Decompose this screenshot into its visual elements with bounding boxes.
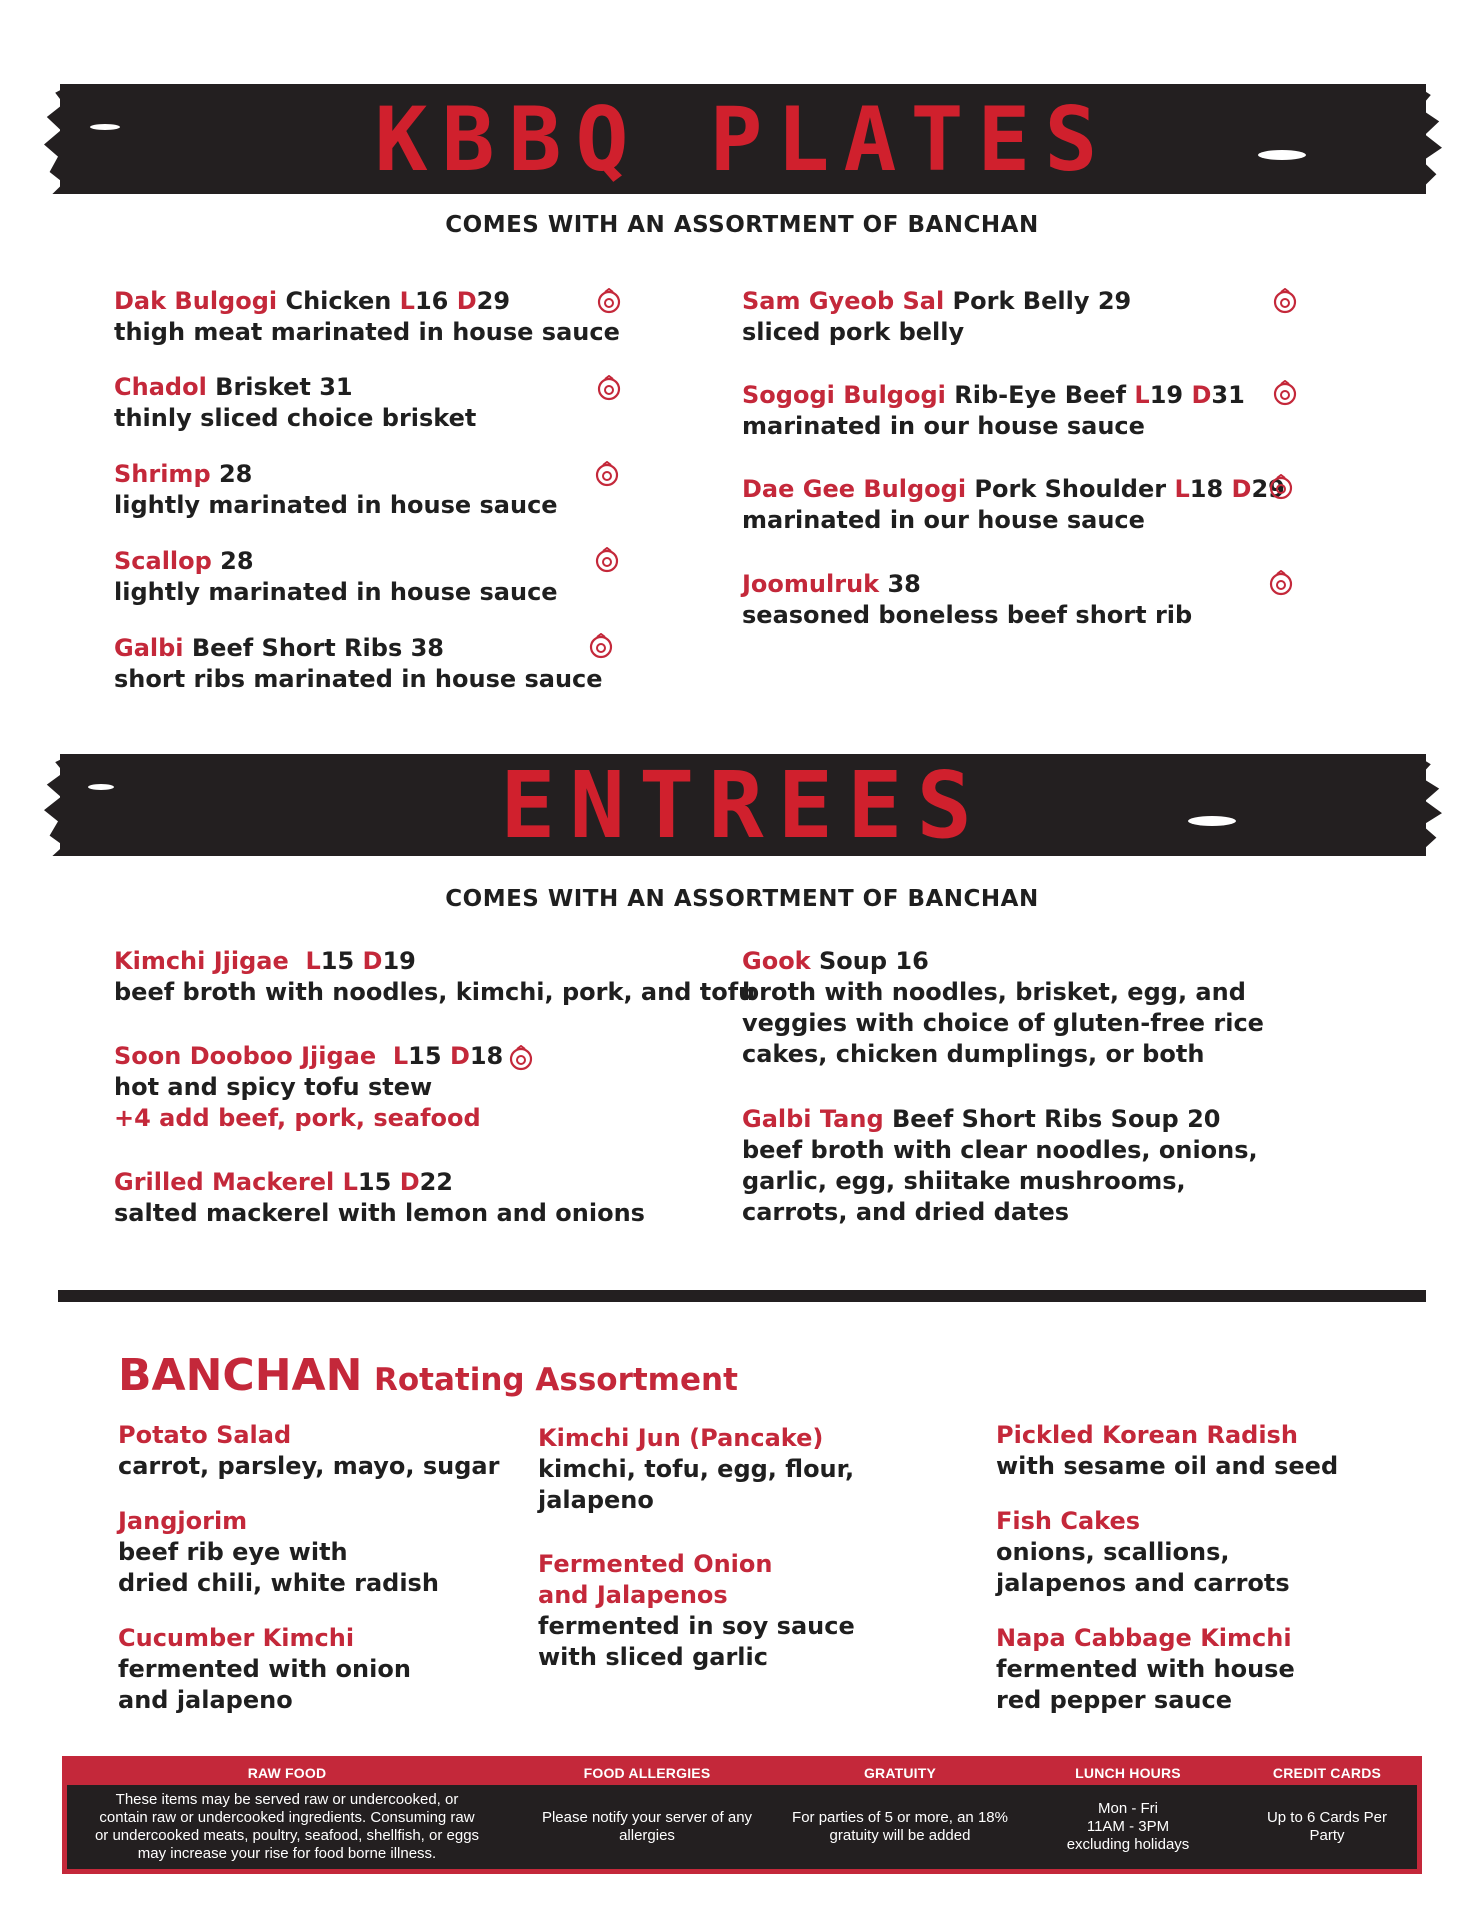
banchan-cucumber-kimchi: Cucumber Kimchi fermented with onion and jalapeno bbox=[118, 1624, 411, 1714]
chili-swirl-icon bbox=[594, 461, 620, 487]
info-footer bbox=[62, 1756, 1422, 1874]
add-protein-note: +4 add beef, pork, seafood bbox=[114, 1104, 481, 1132]
banchan-kimchi-jun: Kimchi Jun (Pancake) kimchi, tofu, egg, flour, jalapeno bbox=[538, 1424, 855, 1514]
kbbq-item-sam-gyeob-sal: Sam Gyeob Sal Pork Belly 29 sliced pork belly bbox=[742, 287, 1132, 346]
footer-lunch-hours: LUNCH HOURS Mon - Fri 11AM - 3PM excluding holidays bbox=[1066, 1765, 1190, 1853]
chili-swirl-icon bbox=[1272, 380, 1298, 406]
entree-item-soon-dooboo-jjigae: Soon Dooboo Jjigae L15 D18 hot and spicy tofu stew +4 add beef, pork, seafood bbox=[114, 1042, 504, 1132]
chili-swirl-icon bbox=[596, 375, 622, 401]
entree-item-kimchi-jjigae: Kimchi Jjigae L15 D19 beef broth with noodles, kimchi, pork, and tofu bbox=[114, 947, 756, 1006]
kbbq-banner bbox=[60, 84, 1426, 194]
section-divider bbox=[58, 1290, 1426, 1302]
footer-gratuity: GRATUITY For parties of 5 or more, an 18% gratuity will be added bbox=[792, 1765, 1008, 1844]
entrees-subtitle: COMES WITH AN ASSORTMENT OF BANCHAN bbox=[445, 886, 1039, 912]
kbbq-item-chadol: Chadol Brisket 31 thinly sliced choice brisket bbox=[114, 373, 477, 432]
chili-swirl-icon bbox=[1268, 474, 1294, 500]
chili-swirl-icon bbox=[508, 1045, 534, 1071]
banchan-napa-cabbage-kimchi: Napa Cabbage Kimchi fermented with house red pepper sauce bbox=[996, 1624, 1295, 1714]
footer-credit-cards: CREDIT CARDS Up to 6 Cards Per Party bbox=[1266, 1765, 1388, 1844]
kbbq-item-dak-bulgogi: Dak Bulgogi Chicken L16 D29 thigh meat marinated in house sauce bbox=[114, 287, 620, 346]
banchan-pickled-korean-radish: Pickled Korean Radish with sesame oil and seed bbox=[996, 1421, 1339, 1480]
entree-item-gook: Gook Soup 16 broth with noodles, brisket, egg, and veggies with choice of gluten-free rice cakes, chicken dumplings, or both bbox=[742, 947, 1264, 1068]
chili-swirl-icon bbox=[588, 633, 614, 659]
chili-swirl-icon bbox=[1272, 288, 1298, 314]
banchan-potato-salad: Potato Salad carrot, parsley, mayo, sugar bbox=[118, 1421, 500, 1480]
entrees-banner bbox=[60, 752, 1426, 859]
kbbq-item-dae-gee-bulgogi: Dae Gee Bulgogi Pork Shoulder L18 D29 marinated in our house sauce bbox=[742, 475, 1285, 534]
entrees-title: ENTREES bbox=[500, 752, 986, 859]
banchan-heading: BANCHAN Rotating Assortment bbox=[118, 1350, 738, 1401]
banchan-jangjorim: Jangjorim beef rib eye with dried chili, white radish bbox=[118, 1507, 439, 1597]
kbbq-item-shrimp: Shrimp 28 lightly marinated in house sauce bbox=[114, 460, 558, 519]
chili-swirl-icon bbox=[594, 547, 620, 573]
entree-item-grilled-mackerel: Grilled Mackerel L15 D22 salted mackerel with lemon and onions bbox=[114, 1168, 645, 1227]
banchan-fermented-onion: Fermented Onion and Jalapenos fermented in soy sauce with sliced garlic bbox=[538, 1550, 855, 1671]
entree-item-galbi-tang: Galbi Tang Beef Short Ribs Soup 20 beef broth with clear noodles, onions, garlic, egg, shiitake mushrooms, carrots, and dried dates bbox=[742, 1105, 1258, 1226]
kbbq-item-scallop: Scallop 28 lightly marinated in house sauce bbox=[114, 547, 558, 606]
banchan-fish-cakes: Fish Cakes onions, scallions, jalapenos and carrots bbox=[996, 1507, 1290, 1597]
chili-swirl-icon bbox=[596, 288, 622, 314]
footer-raw-food: RAW FOOD These items may be served raw or undercooked, or contain raw or undercooked ingredients. Consuming raw or undercooked meats, poultry, seafood, shellfish, or eggs may increase your rise for food borne illness. bbox=[94, 1765, 480, 1862]
kbbq-item-joomulruk: Joomulruk 38 seasoned boneless beef short rib bbox=[742, 570, 1193, 629]
kbbq-title: KBBQ PLATES bbox=[374, 88, 1112, 191]
chili-swirl-icon bbox=[1268, 570, 1294, 596]
footer-food-allergies: FOOD ALLERGIES Please notify your server of any allergies bbox=[541, 1765, 753, 1844]
kbbq-item-galbi: Galbi Beef Short Ribs 38 short ribs marinated in house sauce bbox=[114, 634, 603, 693]
kbbq-subtitle: COMES WITH AN ASSORTMENT OF BANCHAN bbox=[445, 212, 1039, 238]
kbbq-item-sogogi-bulgogi: Sogogi Bulgogi Rib-Eye Beef L19 D31 marinated in our house sauce bbox=[742, 381, 1245, 440]
